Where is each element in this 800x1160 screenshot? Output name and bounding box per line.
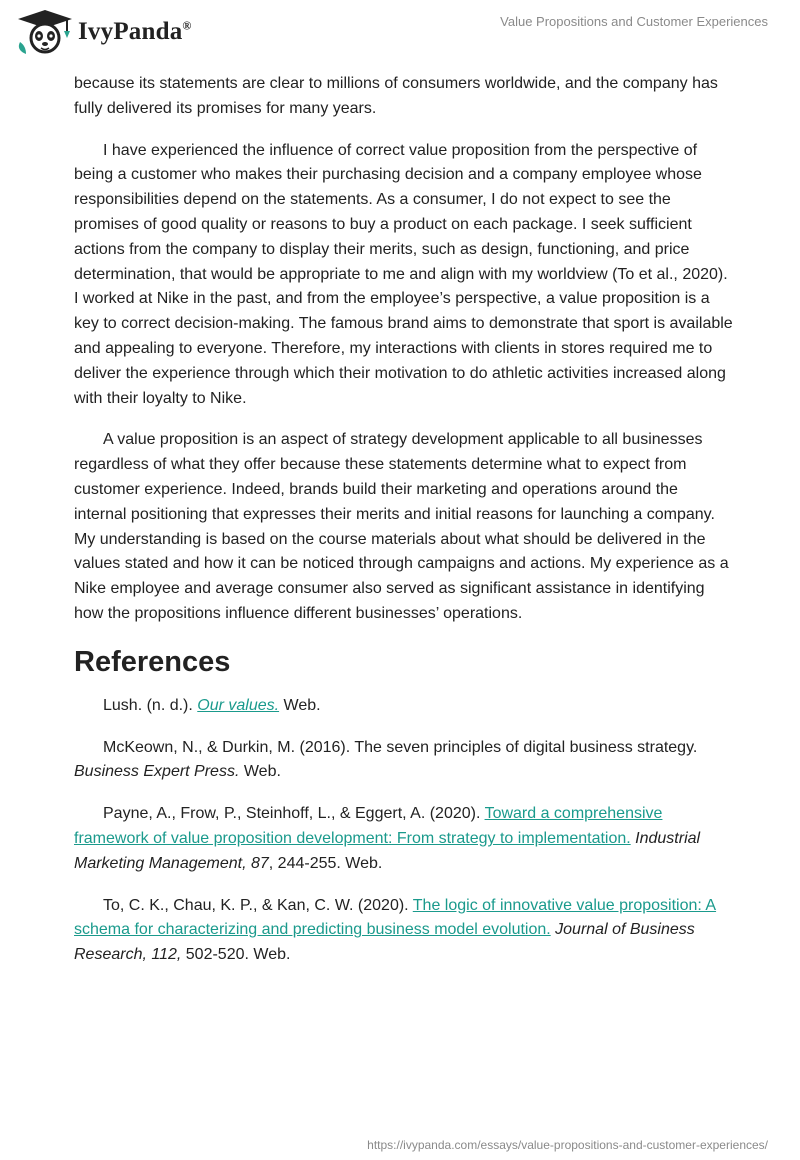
panda-graduate-icon [14,8,76,56]
reference-link-our-values[interactable]: Our values. [197,696,280,714]
reference-payne: Payne, A., Frow, P., Steinhoff, L., & Eggert, A. (2020). Toward a comprehensive framework of value proposition development: From strategy to implementation. Industrial Marketing Management, 87, 244-255. Web. [74,805,701,872]
reference-link-payne[interactable]: Toward a comprehensive framework of value proposition development: From strategy to implementation. [74,805,663,847]
essay-content [74,72,734,985]
reference-mckeown: McKeown, N., & Durkin, M. (2016). The seven principles of digital business strategy. Business Expert Press. Web. [74,738,698,781]
ivypanda-logo[interactable] [14,8,192,56]
paragraph-strategy: A value proposition is an aspect of strategy development applicable to all businesses regardless of what they offer because these statements determine what to expect from customer experience. Indeed, brands build their marketing and operations around the internal positioning that expresses their merits and initial reasons for launching a company. My understanding is based on the course materials about what should be delivered in the values stated and how it can be noticed through campaigns and actions. My experience as a Nike employee and average consumer also served as significant assistance in identifying how the propositions influence different businesses’ operations. [74,431,729,622]
references-heading: References [74,645,231,678]
paragraph-experience: I have experienced the influence of correct value proposition from the perspective of being a customer who makes their purchasing decision and a company employee whose responsibilities depend on the statements. As a consumer, I do not expect to see the promises of good quality or reasons to buy a product on each package. I seek sufficient actions from the company to display their merits, such as design, functioning, and price determination, that would be appropriate to me and align with my worldview (To et al., 2020). I worked at Nike in the past, and from the employee’s perspective, a value proposition is a key to correct decision-making. The famous brand aims to demonstrate that sport is available and appealing to everyone. Therefore, my interactions with clients in stores required me to deliver the experience through which their motivation to do athletic activities increased along with their loyalty to Nike. [74,141,733,407]
footer-url[interactable]: https://ivypanda.com/essays/value-propositions-and-customer-experiences/ [367,1138,768,1152]
reference-link-to[interactable]: The logic of innovative value proposition: A schema for characterizing and predicting business model evolution. [74,896,717,939]
reference-to: To, C. K., Chau, K. P., & Kan, C. W. (2020). The logic of innovative value proposition: A schema for characterizing and predicting business model evolution. Journal of Business Research, 112, 502-520. Web. [74,896,717,964]
page-header [0,0,800,70]
document-title: Value Propositions and Customer Experiences [500,14,768,29]
paragraph-continued: because its statements are clear to millions of consumers worldwide, and the company has fully delivered its promises for many years. [74,75,718,117]
brand-name: IvyPanda® [78,18,192,45]
reference-lush: Lush. (n. d.). Our values. Web. [103,696,321,714]
